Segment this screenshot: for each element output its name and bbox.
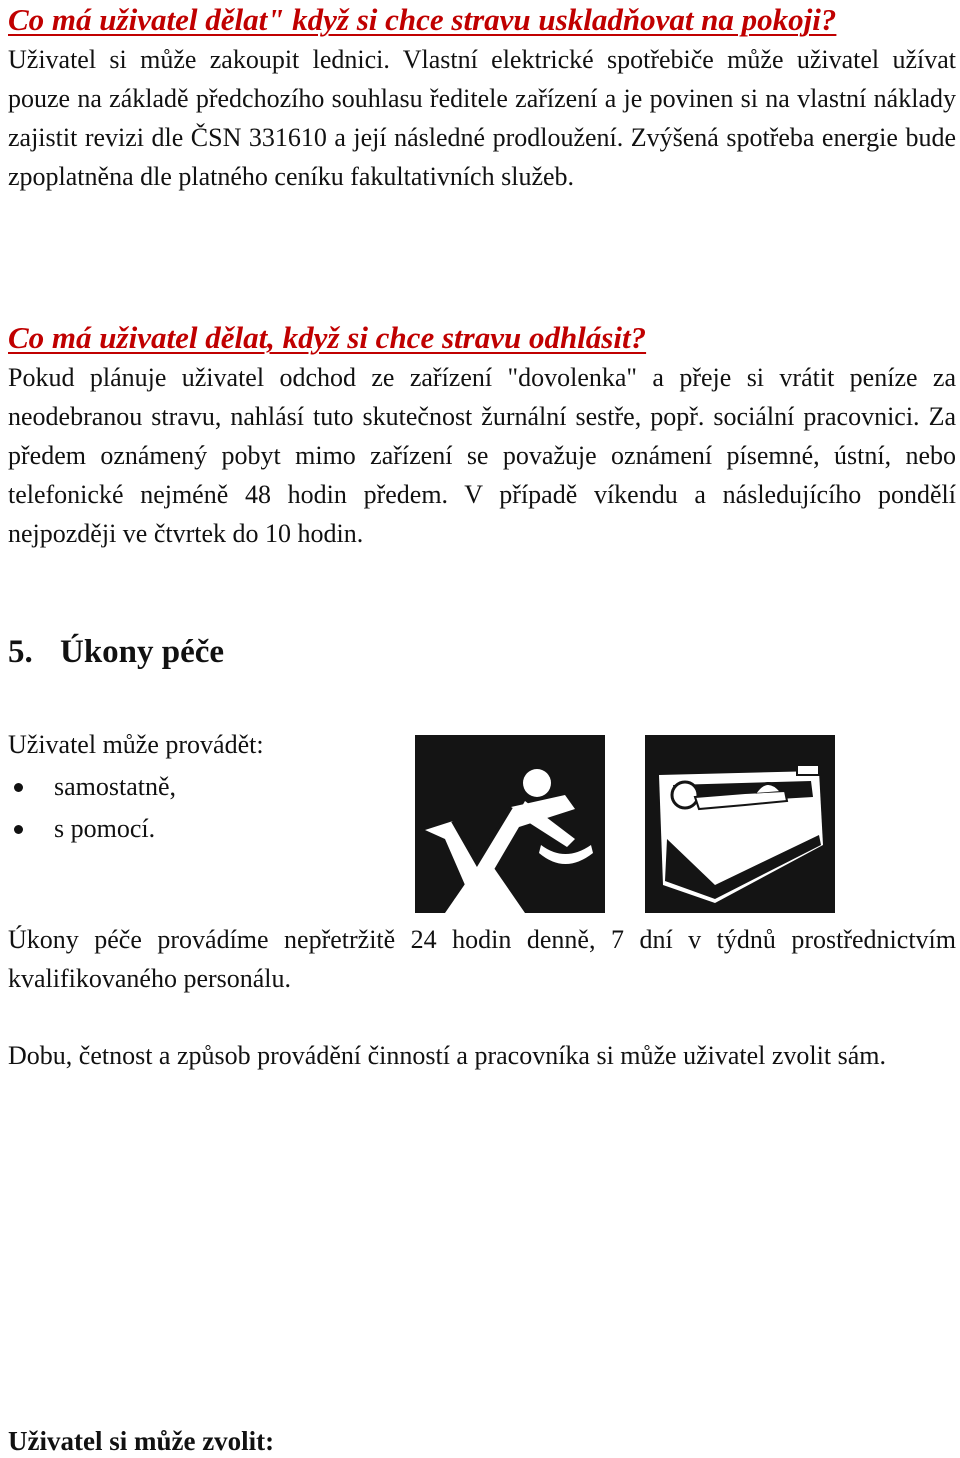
care-intro: Uživatel může provádět: [8,730,264,759]
care-schedule [8,920,956,998]
bullet-icon [14,783,23,792]
care-pictogram [415,735,835,913]
footer-heading: Uživatel si může zvolit: [8,1426,275,1456]
care-option-list [8,766,388,850]
list-item [8,766,388,808]
washing-pictogram [415,735,605,913]
care-options [8,724,388,850]
list-item [8,808,388,850]
care-choice-text: Dobu, četnost a způsob provádění činností a pracovníka si může uživatel zvolit sám. [8,1041,886,1070]
care-choice [8,1036,956,1075]
faq-food-storage [8,0,956,196]
option-label: s pomocí. [54,814,156,843]
bullet-icon [14,825,23,834]
option-label: samostatně, [54,772,177,801]
question-heading-cancel: Co má uživatel dělat, když si chce stravu odhlásit? [8,320,647,355]
section-label: Úkony péče [60,634,225,670]
care-schedule-text: Úkony péče provádíme nepřetržitě 24 hodin denně, 7 dní v týdnů prostřednictvím kvalifikovaného personálu. [8,925,956,993]
section-number: 5. [8,634,33,670]
answer-storage: Uživatel si může zakoupit lednici. Vlastní elektrické spotřebiče může uživatel užívat pouze na základě předchozího souhlasu ředitele zařízení a je povinen si na vlastní náklady zajistit revizi dle ČSN 331610 a její následné prodloužení. Zvýšená spotřeba energie bude zpoplatněna dle platného ceníku fakultativních služeb. [8,45,956,191]
question-heading-storage: Co má uživatel dělat" když si chce stravu uskladňovat na pokoji? [8,2,837,37]
section-title [8,630,224,674]
faq-food-cancel [8,318,956,553]
bathtub-pictogram [645,735,835,913]
answer-cancel: Pokud plánuje uživatel odchod ze zařízení "dovolenka" a přeje si vrátit peníze za neodebranou stravu, nahlásí tuto skutečnost žurnální sestře, popř. sociální pracovnici. Za předem oznámený pobyt mimo zařízení se považuje oznámení písemné, ústní, nebo telefonické nejméně 48 hodin předem. V případě víkendu a následujícího pondělí nejpozději ve čtvrtek do 10 hodin. [8,363,956,548]
